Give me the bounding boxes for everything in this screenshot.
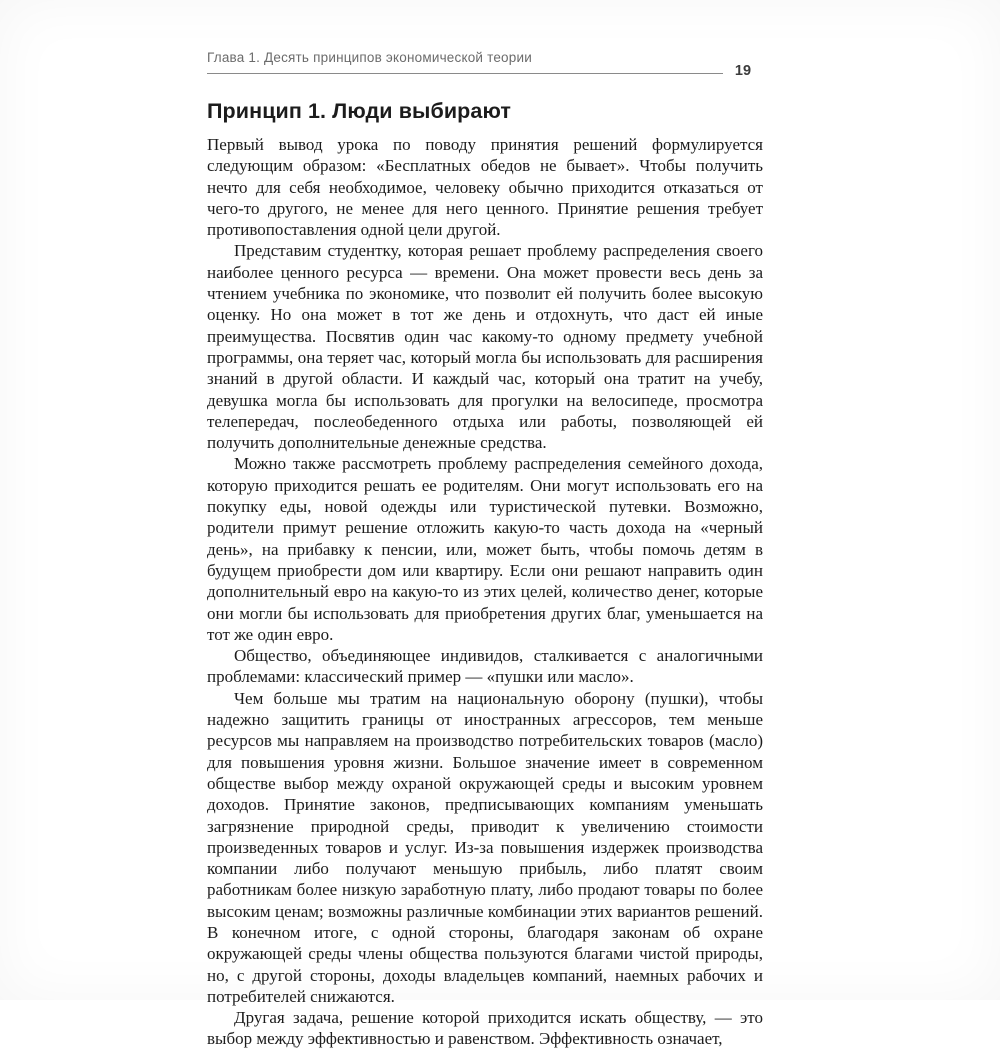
body-paragraph: Общество, объединяющее индивидов, сталкивается с аналогичными проблемами: классический пример — «пушки или масло». (207, 646, 763, 687)
running-head-left (207, 50, 723, 74)
text-block (207, 50, 763, 1050)
chapter-label: Глава 1. Десять принципов экономической теории (207, 50, 532, 65)
body-paragraph: Можно также рассмотреть проблему распределения семейного дохода, которую приходится решать ее родителям. Они могут использовать его на покупку еды, новой одежды или туристической путевки. Возможно, родители примут решение отложить какую-то часть дохода на «черный день», на прибавку к пенсии, или, может быть, чтобы помочь детям в будущем приобрести дом или квартиру. Если они решают направить один дополнительный евро на какую-то из этих целей, количество денег, которые они могли бы использовать для приобретения других благ, уменьшается на тот же один евро. (207, 454, 763, 644)
body-paragraph: Представим студентку, которая решает проблему распределения своего наиболее ценного ресурса — времени. Она может провести весь день за чтением учебника по экономике, что позволит ей получить более высокую оценку. Но она может в тот же день и отдохнуть, что даст ей иные преимущества. Посвятив один час какому-то одному предмету учебной программы, она теряет час, который могла бы использовать для расширения знаний в другой области. И каждый час, который она тратит на учебу, девушка могла бы использовать для прогулки на велосипеде, просмотра телепередач, послеобеденного отдыха или работы, позволяющей ей получить дополнительные денежные средства. (207, 241, 763, 453)
page-number: 19 (734, 63, 752, 79)
section-heading: Принцип 1. Люди выбирают (207, 99, 512, 123)
body-text (207, 134, 763, 1050)
body-paragraph: Чем больше мы тратим на национальную оборону (пушки), чтобы надежно защитить границы от иностранных агрессоров, тем меньше ресурсов мы направляем на производство потребительских товаров (масло) для повышения уровня жизни. Большое значение имеет в современном обществе выбор между охраной окружающей среды и высоким уровнем доходов. Принятие законов, предписывающих компаниям уменьшать загрязнение природной среды, приводит к увеличению стоимости произведенных товаров и услуг. Из-за повышения издержек производства компании либо получают меньшую прибыль, либо платят своим работникам более низкую заработную плату, либо продают товары по более высоким ценам; возможны различные комбинации этих вариантов решений. В конечном итоге, с одной стороны, благодаря законам об охране окружающей среды члены общества пользуются благами чистой природы, но, с другой стороны, доходы владельцев компаний, наемных рабочих и потребителей снижаются. (207, 688, 763, 1006)
body-paragraph: Другая задача, решение которой приходится искать обществу, — это выбор между эффективностью и равенством. Эффективность означает, (207, 1008, 763, 1049)
running-head (207, 50, 763, 79)
header-rule (207, 73, 723, 74)
body-paragraph: Первый вывод урока по поводу принятия решений формулируется следующим образом: «Бесплатных обедов не бывает». Чтобы получить нечто для себя необходимое, человеку обычно приходится отказаться от чего-то другого, не менее для него ценного. Принятие решения требует противопоставления одной цели другой. (207, 135, 763, 240)
